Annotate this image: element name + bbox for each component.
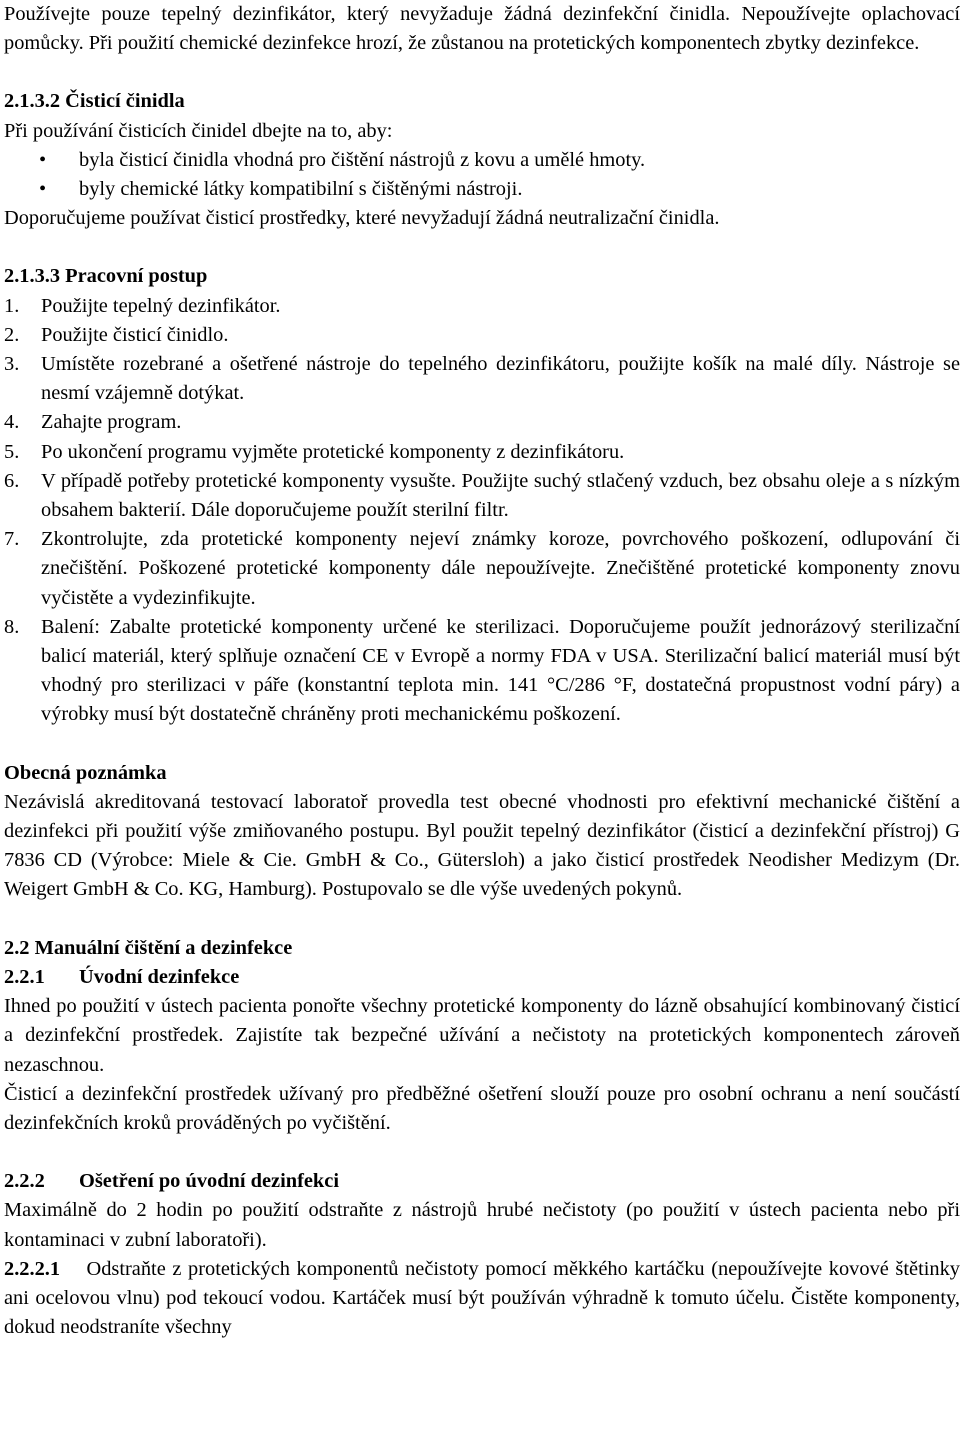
step-number: 6. (4, 469, 20, 492)
step-number: 8. (4, 615, 20, 638)
cleaning-agents-lead: Při používání čisticích činidel dbejte na to, aby: (4, 119, 393, 142)
step-text: V případě potřeby protetické komponenty vysušte. Použijte suchý stlačený vzduch, bez obsahu oleje a s nízkým obsahem bakterií. Dále doporučujeme použít sterilní filtr. (41, 469, 960, 522)
list-item (4, 408, 960, 437)
list-item (4, 350, 960, 408)
heading-22: 2.2 Manuální čištění a dezinfekce (4, 936, 293, 959)
intro-paragraph: Používejte pouze tepelný dezinfikátor, který nevyžaduje žádná dezinfekční činidla. Nepoužívejte oplachovací pomůcky. Při použití chemické dezinfekce hrozí, že zůstanou na protetických komponentech zbytky dezinfekce. (4, 3, 960, 55)
list-item (4, 438, 960, 467)
spacer (4, 233, 960, 262)
procedure-steps (4, 292, 960, 730)
step-number: 7. (4, 528, 20, 551)
step-text: Zkontrolujte, zda protetické komponenty nejeví známky koroze, povrchového poškození, odlupování či znečištění. Poškozené protetické komponenty dále nepoužívejte. Znečištěné protetické komponenty znovu vyčistěte a vydezinfikujte. (41, 528, 960, 609)
list-item (4, 292, 960, 321)
cleaning-agents-note: Doporučujeme používat čisticí prostředky, které nevyžadují žádná neutralizační činidla. (4, 207, 720, 230)
heading-222 (4, 1167, 960, 1196)
list-item: • byly chemické látky kompatibilní s čištěnými nástroji. (4, 175, 960, 204)
paragraph: Čisticí a dezinfekční prostředek užívaný pro předběžné ošetření slouží pouze pro osobní ochranu a není součástí dezinfekčních kroků prováděných po vyčištění. (4, 1082, 960, 1134)
step-text: Balení: Zabalte protetické komponenty určené ke sterilizaci. Doporučujeme použít jednorázový sterilizační balicí materiál, který splňuje označení CE v Evropě a normy FDA v USA. Sterilizační balicí materiál musí být vhodný pro sterilizaci v páře (konstantní teplota min. 141 °C/286 °F, dostatečná propustnost vodní páry) a výrobky musí být dostatečně chráněny proti mechanickému poškození. (41, 615, 960, 726)
step-text: Použijte čisticí činidlo. (41, 323, 229, 346)
spacer (4, 730, 960, 759)
step-text: Po ukončení programu vyjměte protetické komponenty z dezinfikátoru. (41, 440, 625, 463)
heading-221 (4, 963, 960, 992)
paragraph: Ihned po použití v ústech pacienta ponořte všechny protetické komponenty do lázně obsahující kombinovaný čisticí a dezinfekční prostředek. Zajistíte tak bezpečné užívání a nečistoty na protetických komponentech zároveň nezaschnou. (4, 995, 960, 1076)
heading-2133: 2.1.3.3 Pracovní postup (4, 265, 208, 288)
spacer (4, 58, 960, 87)
step-number: 1. (4, 294, 20, 317)
list-item (4, 467, 960, 525)
spacer (4, 1138, 960, 1167)
step-text: Umístěte rozebrané a ošetřené nástroje do tepelného dezinfikátoru, použijte košík na malé díly. Nástroje se nesmí vzájemně dotýkat. (41, 353, 960, 405)
heading-2132: 2.1.3.2 Čisticí činidla (4, 90, 185, 113)
section-number: 2.2.1 (4, 965, 45, 988)
section-title: Ošetření po úvodní dezinfekci (79, 1170, 339, 1193)
section-title: Úvodní dezinfekce (79, 965, 240, 988)
step-number: 4. (4, 411, 20, 434)
step-text: Použijte tepelný dezinfikátor. (41, 294, 281, 317)
section-number: 2.2.2 (4, 1170, 45, 1193)
list-item (4, 613, 960, 730)
step-number: 3. (4, 353, 20, 376)
general-note-heading: Obecná poznámka (4, 761, 167, 784)
list-item: • byla čisticí činidla vhodná pro čištění nástrojů z kovu a umělé hmoty. (4, 146, 960, 175)
cleaning-agents-list (4, 146, 960, 204)
list-item (4, 525, 960, 613)
paragraph: Maximálně do 2 hodin po použití odstraňte z nástrojů hrubé nečistoty (po použití v ústech pacienta nebo při kontaminaci v zubní laboratoři). (4, 1199, 960, 1251)
general-note-text: Nezávislá akreditovaná testovací laboratoř provedla test obecné vhodnosti pro efektivní mechanické čištění a dezinfekci při použití výše zmiňovaného postupu. Byl použit tepelný dezinfikátor (čisticí a dezinfekční přístroj) G 7836 CD (Výrobce: Miele & Cie. GmbH & Co., Gütersloh) a jako čisticí prostředek Neodisher Medizym (Dr. Weigert GmbH & Co. KG, Hamburg). Postupovalo se dle výše uvedených pokynů. (4, 790, 960, 901)
list-item (4, 321, 960, 350)
step-text: Zahajte program. (41, 411, 182, 434)
section-number: 2.2.2.1 (4, 1257, 61, 1280)
spacer (4, 905, 960, 934)
paragraph-2221 (4, 1255, 960, 1343)
step-number: 2. (4, 323, 20, 346)
step-number: 5. (4, 440, 20, 463)
paragraph-text: Odstraňte z protetických komponentů nečistoty pomocí měkkého kartáčku (nepoužívejte kovové štětinky ani ocelovou vlnu) pod tekoucí vodou. Kartáček musí být používán výhradně k tomuto účelu. Čistěte komponenty, dokud neodstraníte všechny (4, 1257, 960, 1339)
